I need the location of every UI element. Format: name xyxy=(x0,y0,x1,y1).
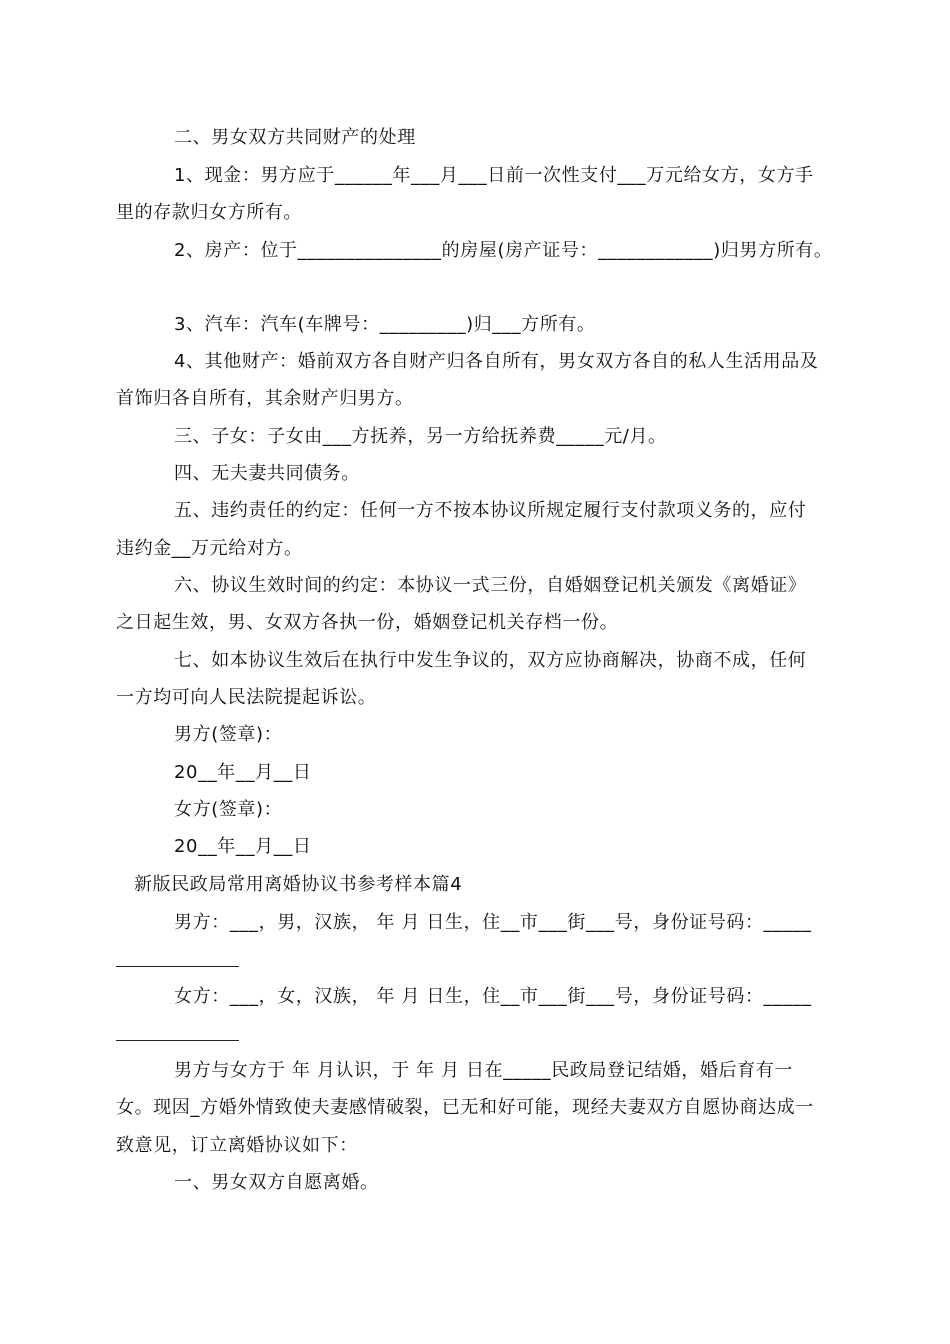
signature-label: 女方(签章)： xyxy=(174,799,283,820)
paragraph-line: 致意见，订立离婚协议如下： xyxy=(116,1135,358,1156)
section-heading: 七、如本协议生效后在执行中发生争议的，双方应协商解决，协商不成，任何 xyxy=(174,650,807,671)
section-heading: 三、子女：子女由___方抚养，另一方给抚养费_____元/月。 xyxy=(174,426,667,447)
section-heading: 二、男女双方共同财产的处理 xyxy=(174,127,416,148)
section-heading: 六、协议生效时间的约定：本协议一式三份，自婚姻登记机关颁发《离婚证》 xyxy=(174,575,807,596)
underline-blank xyxy=(116,1040,239,1041)
paragraph-line: 之日起生效，男、女双方各执一份，婚姻登记机关存档一份。 xyxy=(116,612,619,633)
paragraph-line: 里的存款归女方所有。 xyxy=(116,202,302,223)
paragraph-line: 1、现金：男方应于______年___月___日前一次性支付___万元给女方，女方手 xyxy=(174,165,814,186)
paragraph-line: 女。现因_方婚外情致使夫妻感情破裂，已无和好可能，现经夫妻双方自愿协商达成一 xyxy=(116,1097,814,1118)
party-info-line: 女方：___，女，汉族， 年 月 日生，住__市___街___号，身份证号码：_____ xyxy=(174,986,812,1007)
date-line: 20__年__月__日 xyxy=(174,762,312,783)
paragraph-line: 一方均可向人民法院提起诉讼。 xyxy=(116,687,377,708)
underline-blank xyxy=(116,966,239,967)
date-line: 20__年__月__日 xyxy=(174,836,312,857)
document-title: 新版民政局常用离婚协议书参考样本篇4 xyxy=(134,874,463,895)
paragraph-line: 首饰归各自所有，其余财产归男方。 xyxy=(116,388,414,409)
paragraph-line: 3、汽车：汽车(车牌号：_________)归___方所有。 xyxy=(174,314,596,335)
party-info-line: 男方：___，男，汉族， 年 月 日生，住__市___街___号，身份证号码：_____ xyxy=(174,912,812,933)
paragraph-line: 男方与女方于 年 月认识，于 年 月 日在_____民政局登记结婚，婚后育有一 xyxy=(174,1060,794,1081)
paragraph-line: 违约金__万元给对方。 xyxy=(116,538,303,559)
paragraph-line: 2、房产：位于_______________的房屋(房产证号：____________)归男方所有。 xyxy=(174,240,833,261)
paragraph-line: 4、其他财产：婚前双方各自财产归各自所有，男女双方各自的私人生活用品及 xyxy=(174,351,819,372)
section-heading: 五、违约责任的约定：任何一方不按本协议所规定履行支付款项义务的，应付 xyxy=(174,500,807,521)
section-heading: 一、男女双方自愿离婚。 xyxy=(174,1172,379,1193)
signature-label: 男方(签章)： xyxy=(174,724,283,745)
section-heading: 四、无夫妻共同债务。 xyxy=(174,463,360,484)
